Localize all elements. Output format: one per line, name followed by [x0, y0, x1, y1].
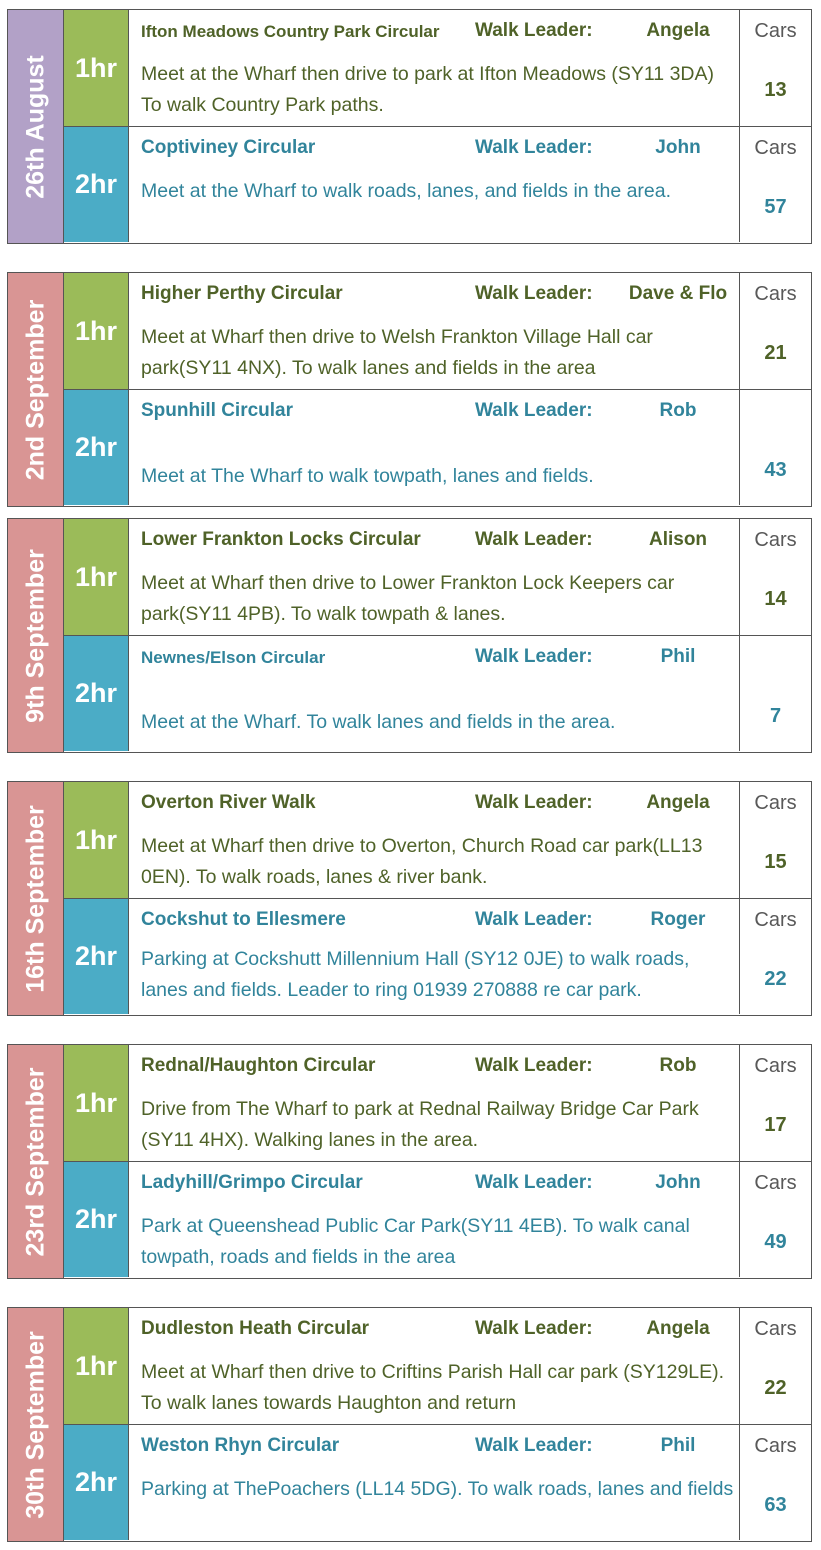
walk-details	[129, 1045, 740, 1161]
walk-leader-name: Rob	[659, 400, 697, 421]
walk-name: Lower Frankton Locks Circular	[141, 529, 421, 550]
walk-details	[129, 1425, 740, 1540]
walk-block-16-september	[7, 781, 812, 1016]
walk-row	[64, 126, 811, 242]
walk-leader-label: Walk Leader:	[475, 1435, 593, 1456]
walk-leader-name: Dave & Flo	[628, 283, 728, 304]
date-label: 9th September	[21, 548, 49, 723]
walk-row	[64, 389, 811, 505]
walk-leader-label: Walk Leader:	[475, 646, 593, 667]
walk-row	[64, 898, 811, 1014]
duration-cell: 2hr	[64, 1425, 129, 1540]
cars-label: Cars	[754, 283, 797, 305]
walk-description: Meet at Wharf then drive to Welsh Frankton Village Hall car park(SY11 4NX). To walk lanes and fields in the area	[141, 326, 653, 379]
walk-name: Rednal/Haughton Circular	[141, 1055, 376, 1076]
cars-cell	[740, 782, 811, 898]
walk-leader-name: Angela	[646, 792, 710, 813]
walk-leader-label: Walk Leader:	[475, 909, 593, 930]
date-cell	[8, 1308, 64, 1541]
walk-description: Parking at ThePoachers (LL14 5DG). To walk roads, lanes and fields	[141, 1478, 734, 1500]
walk-description: Meet at Wharf then drive to Overton, Church Road car park(LL13 0EN). To walk roads, lanes & river bank.	[141, 835, 703, 888]
walk-leader-label: Walk Leader:	[475, 283, 593, 304]
walk-description: Meet at the Wharf. To walk lanes and fields in the area.	[141, 711, 616, 733]
cars-count: 49	[764, 1231, 787, 1253]
date-label: 26th August	[21, 54, 49, 199]
cars-count: 14	[764, 588, 787, 610]
date-label: 23rd September	[21, 1067, 49, 1256]
walk-name: Coptiviney Circular	[141, 137, 316, 158]
walk-leader-name: Angela	[646, 20, 710, 41]
walk-leader-label: Walk Leader:	[475, 20, 593, 41]
duration-cell: 1hr	[64, 519, 129, 635]
cars-cell	[740, 636, 811, 751]
walk-details	[129, 10, 740, 126]
cars-count: 15	[764, 851, 787, 873]
cars-count: 22	[764, 1377, 787, 1399]
walk-details	[129, 782, 740, 898]
cars-count: 17	[764, 1114, 787, 1136]
cars-label: Cars	[754, 1172, 797, 1194]
walk-leader-label: Walk Leader:	[475, 137, 593, 158]
walk-block-23-september	[7, 1044, 812, 1279]
cars-label: Cars	[754, 909, 797, 931]
duration-cell: 2hr	[64, 899, 129, 1014]
walk-leader-label: Walk Leader:	[475, 400, 593, 421]
cars-count: 43	[764, 459, 787, 481]
cars-cell	[740, 519, 811, 635]
walk-description: Parking at Cockshutt Millennium Hall (SY12 0JE) to walk roads, lanes and fields. Leader to ring 01939 270888 re car park.	[141, 948, 690, 1001]
cars-label: Cars	[754, 1318, 797, 1340]
cars-label: Cars	[754, 137, 797, 159]
cars-cell	[740, 127, 811, 242]
walk-leader-label: Walk Leader:	[475, 1318, 593, 1339]
walk-details	[129, 1162, 740, 1277]
walk-details	[129, 899, 740, 1014]
walk-row	[64, 273, 811, 389]
cars-count: 63	[764, 1494, 787, 1516]
walk-leader-name: Angela	[646, 1318, 710, 1339]
cars-cell	[740, 1045, 811, 1161]
cars-count: 21	[764, 342, 787, 364]
cars-label: Cars	[754, 1055, 797, 1077]
walk-block-30-september	[7, 1307, 812, 1542]
walk-description: Meet at the Wharf to walk roads, lanes, and fields in the area.	[141, 180, 672, 202]
walk-block-9-september	[7, 518, 812, 753]
cars-count: 7	[769, 705, 782, 727]
walk-name: Weston Rhyn Circular	[141, 1435, 340, 1456]
walk-name: Ladyhill/Grimpo Circular	[141, 1172, 363, 1193]
walk-row	[64, 1424, 811, 1540]
walk-description: Meet at Wharf then drive to Lower Frankton Lock Keepers car park(SY11 4PB). To walk towpath & lanes.	[141, 572, 675, 625]
cars-cell	[740, 273, 811, 389]
cars-cell	[740, 1162, 811, 1277]
cars-label: Cars	[754, 792, 797, 814]
duration-cell: 2hr	[64, 1162, 129, 1277]
cars-count: 22	[764, 968, 787, 990]
cars-cell	[740, 899, 811, 1014]
walk-row	[64, 1308, 811, 1424]
cars-cell	[740, 1425, 811, 1540]
date-label: 2nd September	[21, 299, 49, 480]
walk-name: Dudleston Heath Circular	[141, 1318, 370, 1339]
walk-leader-name: Phil	[660, 646, 696, 667]
walk-leader-label: Walk Leader:	[475, 792, 593, 813]
walk-name: Spunhill Circular	[141, 400, 294, 421]
cars-count: 57	[764, 196, 787, 218]
walk-description: Park at Queenshead Public Car Park(SY11 4EB). To walk canal towpath, roads and fields in the area	[141, 1215, 690, 1268]
walk-details	[129, 636, 740, 751]
date-label: 16th September	[21, 804, 49, 993]
walk-leader-name: Alison	[648, 529, 708, 550]
duration-cell: 1hr	[64, 1308, 129, 1424]
walk-block-26-august	[7, 9, 812, 244]
duration-cell: 1hr	[64, 782, 129, 898]
walk-name: Cockshut to Ellesmere	[141, 909, 346, 930]
walk-row	[64, 1045, 811, 1161]
walk-leader-name: John	[655, 1172, 701, 1193]
walk-row	[64, 10, 811, 126]
walk-details	[129, 127, 740, 242]
cars-label: Cars	[754, 20, 797, 42]
walk-block-2-september	[7, 272, 812, 507]
walk-description: Meet at the Wharf then drive to park at Ifton Meadows (SY11 3DA) To walk Country Park paths.	[141, 63, 714, 116]
walk-name: Overton River Walk	[141, 792, 316, 813]
walk-details	[129, 390, 740, 505]
walk-row	[64, 1161, 811, 1277]
cars-cell	[740, 390, 811, 505]
walk-details	[129, 273, 740, 389]
walk-row	[64, 519, 811, 635]
cars-label: Cars	[754, 1435, 797, 1457]
walk-row	[64, 782, 811, 898]
duration-cell: 1hr	[64, 10, 129, 126]
cars-cell	[740, 10, 811, 126]
walk-name: Higher Perthy Circular	[141, 283, 343, 304]
duration-cell: 1hr	[64, 1045, 129, 1161]
walk-name: Ifton Meadows Country Park Circular	[141, 22, 440, 41]
duration-cell: 2hr	[64, 127, 129, 242]
cars-count: 13	[764, 79, 787, 101]
walk-leader-name: Rob	[659, 1055, 697, 1076]
walk-leader-name: Phil	[660, 1435, 696, 1456]
walk-leader-label: Walk Leader:	[475, 1172, 593, 1193]
date-cell	[8, 1045, 64, 1278]
cars-label: Cars	[754, 529, 797, 551]
walk-leader-label: Walk Leader:	[475, 1055, 593, 1076]
walk-leader-label: Walk Leader:	[475, 529, 593, 550]
walk-row	[64, 635, 811, 751]
walk-leader-name: Roger	[650, 909, 706, 930]
duration-cell: 2hr	[64, 636, 129, 751]
walk-leader-name: John	[655, 137, 701, 158]
walk-details	[129, 519, 740, 635]
walk-description: Meet at Wharf then drive to Criftins Parish Hall car park (SY129LE). To walk lanes towards Haughton and return	[141, 1361, 725, 1414]
walk-details	[129, 1308, 740, 1424]
walk-description: Drive from The Wharf to park at Rednal Railway Bridge Car Park (SY11 4HX). Walking lanes in the area.	[141, 1098, 699, 1151]
date-cell	[8, 782, 64, 1015]
walk-name: Newnes/Elson Circular	[141, 648, 326, 667]
duration-cell: 2hr	[64, 390, 129, 505]
date-cell	[8, 273, 64, 506]
date-label: 30th September	[21, 1330, 49, 1519]
date-cell	[8, 519, 64, 752]
cars-cell	[740, 1308, 811, 1424]
date-cell	[8, 10, 64, 243]
duration-cell: 1hr	[64, 273, 129, 389]
walk-description: Meet at The Wharf to walk towpath, lanes and fields.	[141, 465, 594, 487]
